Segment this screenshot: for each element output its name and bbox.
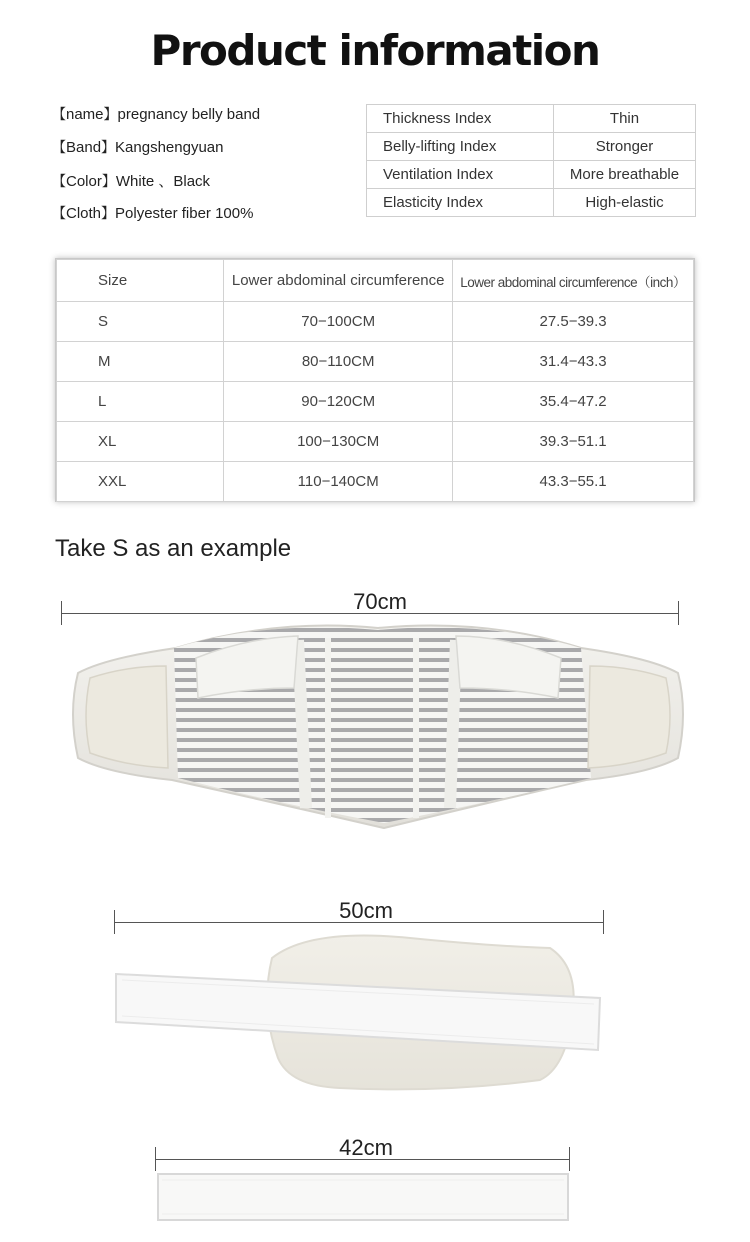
strap-dimension-line bbox=[155, 1159, 570, 1160]
size-table bbox=[56, 259, 694, 502]
spec-color: 【Color】White 、Black bbox=[52, 173, 211, 190]
size-cell: S bbox=[57, 302, 224, 342]
example-heading: Take S as an example bbox=[55, 535, 292, 562]
spec-name: 【name】pregnancy belly band bbox=[52, 106, 261, 123]
index-row bbox=[367, 161, 696, 189]
main-band-dimension-label: 70cm bbox=[353, 589, 407, 614]
support-belt-image bbox=[110, 928, 610, 1098]
inch-cell: 31.4−43.3 bbox=[453, 342, 694, 382]
size-cell: M bbox=[57, 342, 224, 382]
table-row bbox=[57, 342, 694, 382]
table-row bbox=[57, 382, 694, 422]
index-value: Stronger bbox=[554, 133, 696, 161]
index-row bbox=[367, 133, 696, 161]
dimension-tick bbox=[569, 1147, 570, 1171]
index-label: Ventilation Index bbox=[367, 161, 554, 189]
size-cell: XXL bbox=[57, 462, 224, 502]
size-table-card bbox=[55, 258, 695, 502]
index-label: Elasticity Index bbox=[367, 189, 554, 217]
spec-cloth: 【Cloth】Polyester fiber 100% bbox=[52, 205, 254, 222]
page-title: Product information bbox=[150, 26, 600, 75]
index-value: High-elastic bbox=[554, 189, 696, 217]
cm-cell: 90−120CM bbox=[224, 382, 453, 422]
inch-cell: 43.3−55.1 bbox=[453, 462, 694, 502]
header-circumference-cm: Lower abdominal circumference bbox=[224, 260, 453, 302]
index-value: Thin bbox=[554, 105, 696, 133]
table-row bbox=[57, 462, 694, 502]
support-belt-dimension-line bbox=[114, 922, 604, 923]
inch-cell: 39.3−51.1 bbox=[453, 422, 694, 462]
header-circumference-inch: Lower abdominal circumference（inch） bbox=[453, 260, 694, 302]
dimension-tick bbox=[61, 601, 62, 625]
size-cell: L bbox=[57, 382, 224, 422]
cm-cell: 70−100CM bbox=[224, 302, 453, 342]
strap-dimension-label: 42cm bbox=[339, 1135, 393, 1160]
size-cell: XL bbox=[57, 422, 224, 462]
index-label: Belly-lifting Index bbox=[367, 133, 554, 161]
maternity-band-image bbox=[66, 618, 690, 833]
index-table bbox=[366, 104, 696, 217]
dimension-tick bbox=[155, 1147, 156, 1171]
inch-cell: 35.4−47.2 bbox=[453, 382, 694, 422]
size-table-header bbox=[57, 260, 694, 302]
index-row bbox=[367, 105, 696, 133]
index-label: Thickness Index bbox=[367, 105, 554, 133]
cm-cell: 110−140CM bbox=[224, 462, 453, 502]
table-row bbox=[57, 302, 694, 342]
spec-band: 【Band】Kangshengyuan bbox=[52, 139, 224, 156]
cm-cell: 80−110CM bbox=[224, 342, 453, 382]
cm-cell: 100−130CM bbox=[224, 422, 453, 462]
inch-cell: 27.5−39.3 bbox=[453, 302, 694, 342]
header-size: Size bbox=[57, 260, 224, 302]
strap-image bbox=[154, 1170, 574, 1226]
main-band-dimension-line bbox=[61, 613, 679, 614]
index-row bbox=[367, 189, 696, 217]
table-row bbox=[57, 422, 694, 462]
support-belt-dimension-label: 50cm bbox=[339, 898, 393, 923]
index-value: More breathable bbox=[554, 161, 696, 189]
